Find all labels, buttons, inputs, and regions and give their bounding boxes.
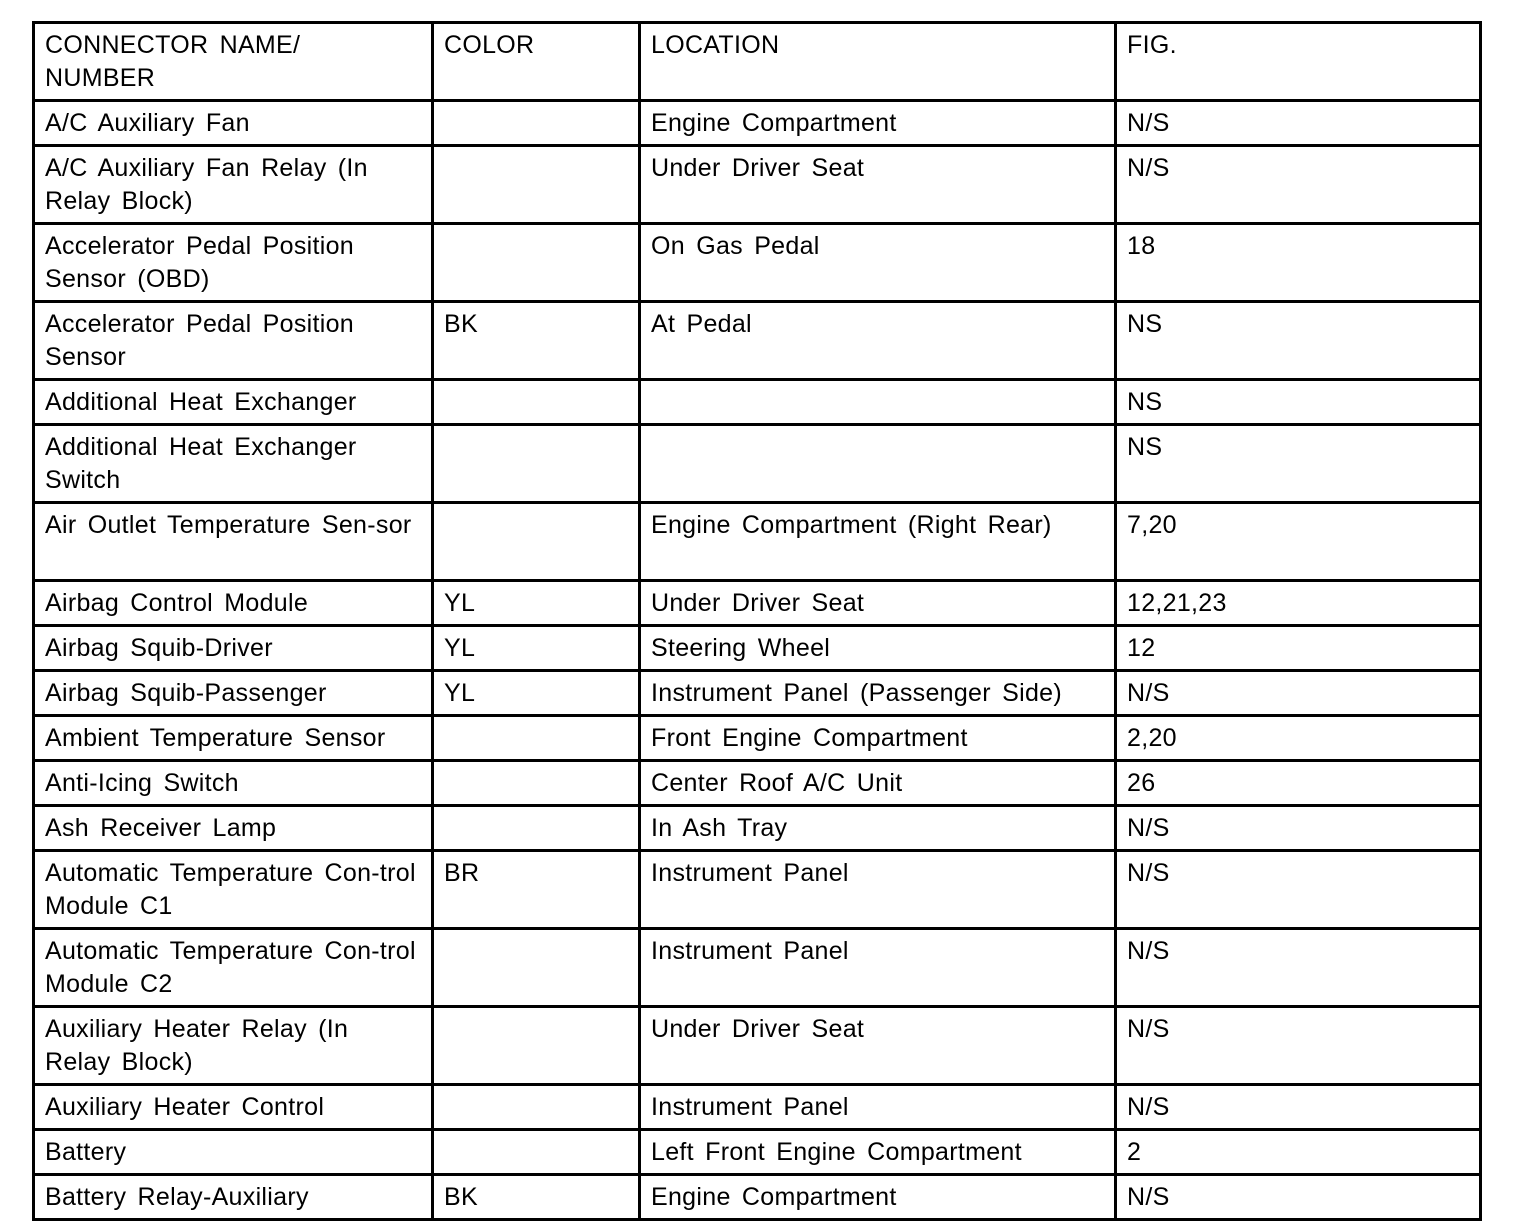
cell-location: Steering Wheel <box>640 626 1116 671</box>
cell-location: In Ash Tray <box>640 806 1116 851</box>
cell-color <box>433 716 640 761</box>
cell-color <box>433 380 640 425</box>
cell-color: BK <box>433 1175 640 1220</box>
cell-location: Instrument Panel <box>640 1085 1116 1130</box>
cell-color <box>433 425 640 503</box>
cell-color <box>433 503 640 581</box>
cell-connector-name: Airbag Control Module <box>34 581 433 626</box>
cell-location <box>640 425 1116 503</box>
cell-connector-name: Airbag Squib-Passenger <box>34 671 433 716</box>
table-row <box>34 1007 1481 1085</box>
cell-connector-name: Ash Receiver Lamp <box>34 806 433 851</box>
cell-location: Engine Compartment <box>640 101 1116 146</box>
table-row <box>34 1085 1481 1130</box>
table-row <box>34 851 1481 929</box>
cell-color <box>433 929 640 1007</box>
cell-fig: N/S <box>1116 146 1481 224</box>
cell-fig: 12 <box>1116 626 1481 671</box>
table-row <box>34 425 1481 503</box>
cell-location: Instrument Panel (Passenger Side) <box>640 671 1116 716</box>
table-row <box>34 302 1481 380</box>
cell-location: Engine Compartment <box>640 1175 1116 1220</box>
cell-location: Instrument Panel <box>640 851 1116 929</box>
table-row <box>34 806 1481 851</box>
cell-connector-name: Additional Heat Exchanger Switch <box>34 425 433 503</box>
cell-location <box>640 380 1116 425</box>
table-row <box>34 1130 1481 1175</box>
cell-color <box>433 1130 640 1175</box>
cell-fig: 2 <box>1116 1130 1481 1175</box>
cell-connector-name: Ambient Temperature Sensor <box>34 716 433 761</box>
cell-connector-name: Auxiliary Heater Control <box>34 1085 433 1130</box>
cell-fig: NS <box>1116 425 1481 503</box>
cell-location: Front Engine Compartment <box>640 716 1116 761</box>
cell-connector-name: Air Outlet Temperature Sen-sor <box>34 503 433 581</box>
cell-fig: 26 <box>1116 761 1481 806</box>
cell-location: Instrument Panel <box>640 929 1116 1007</box>
cell-color <box>433 1085 640 1130</box>
cell-connector-name: Accelerator Pedal Position Sensor <box>34 302 433 380</box>
table-row <box>34 503 1481 581</box>
cell-fig: N/S <box>1116 1007 1481 1085</box>
table-row <box>34 761 1481 806</box>
cell-fig: N/S <box>1116 1085 1481 1130</box>
cell-fig: 18 <box>1116 224 1481 302</box>
table-row <box>34 224 1481 302</box>
cell-color: YL <box>433 581 640 626</box>
cell-fig: NS <box>1116 380 1481 425</box>
table-row <box>34 146 1481 224</box>
cell-location: At Pedal <box>640 302 1116 380</box>
cell-fig: N/S <box>1116 806 1481 851</box>
header-fig: FIG. <box>1116 23 1481 101</box>
cell-fig: 7,20 <box>1116 503 1481 581</box>
cell-connector-name: Battery <box>34 1130 433 1175</box>
cell-location: Under Driver Seat <box>640 146 1116 224</box>
cell-fig: N/S <box>1116 851 1481 929</box>
cell-connector-name: Automatic Temperature Con-trol Module C2 <box>34 929 433 1007</box>
table-row <box>34 101 1481 146</box>
cell-color <box>433 146 640 224</box>
table-row <box>34 929 1481 1007</box>
cell-fig: 12,21,23 <box>1116 581 1481 626</box>
cell-connector-name: Auxiliary Heater Relay (In Relay Block) <box>34 1007 433 1085</box>
cell-connector-name: Automatic Temperature Con-trol Module C1 <box>34 851 433 929</box>
table-row <box>34 1175 1481 1220</box>
cell-color <box>433 224 640 302</box>
cell-color <box>433 1007 640 1085</box>
cell-connector-name: A/C Auxiliary Fan <box>34 101 433 146</box>
table-row <box>34 581 1481 626</box>
connector-table <box>32 21 1482 1221</box>
cell-connector-name: A/C Auxiliary Fan Relay (In Relay Block) <box>34 146 433 224</box>
cell-connector-name: Accelerator Pedal Position Sensor (OBD) <box>34 224 433 302</box>
cell-color <box>433 806 640 851</box>
cell-color <box>433 761 640 806</box>
table-row <box>34 716 1481 761</box>
cell-color: BK <box>433 302 640 380</box>
header-location: LOCATION <box>640 23 1116 101</box>
cell-location: Left Front Engine Compartment <box>640 1130 1116 1175</box>
cell-connector-name: Battery Relay-Auxiliary <box>34 1175 433 1220</box>
cell-location: Under Driver Seat <box>640 1007 1116 1085</box>
cell-location: Under Driver Seat <box>640 581 1116 626</box>
cell-connector-name: Anti-Icing Switch <box>34 761 433 806</box>
header-color: COLOR <box>433 23 640 101</box>
cell-fig: N/S <box>1116 1175 1481 1220</box>
cell-connector-name: Additional Heat Exchanger <box>34 380 433 425</box>
cell-color: YL <box>433 671 640 716</box>
cell-fig: 2,20 <box>1116 716 1481 761</box>
cell-fig: N/S <box>1116 671 1481 716</box>
cell-location: On Gas Pedal <box>640 224 1116 302</box>
cell-color <box>433 101 640 146</box>
header-connector-name: CONNECTOR NAME/ NUMBER <box>34 23 433 101</box>
cell-color: BR <box>433 851 640 929</box>
cell-location: Engine Compartment (Right Rear) <box>640 503 1116 581</box>
cell-fig: NS <box>1116 302 1481 380</box>
cell-connector-name: Airbag Squib-Driver <box>34 626 433 671</box>
table-header-row <box>34 23 1481 101</box>
cell-fig: N/S <box>1116 101 1481 146</box>
table-row <box>34 671 1481 716</box>
cell-fig: N/S <box>1116 929 1481 1007</box>
cell-color: YL <box>433 626 640 671</box>
cell-location: Center Roof A/C Unit <box>640 761 1116 806</box>
table-row <box>34 626 1481 671</box>
table-row <box>34 380 1481 425</box>
